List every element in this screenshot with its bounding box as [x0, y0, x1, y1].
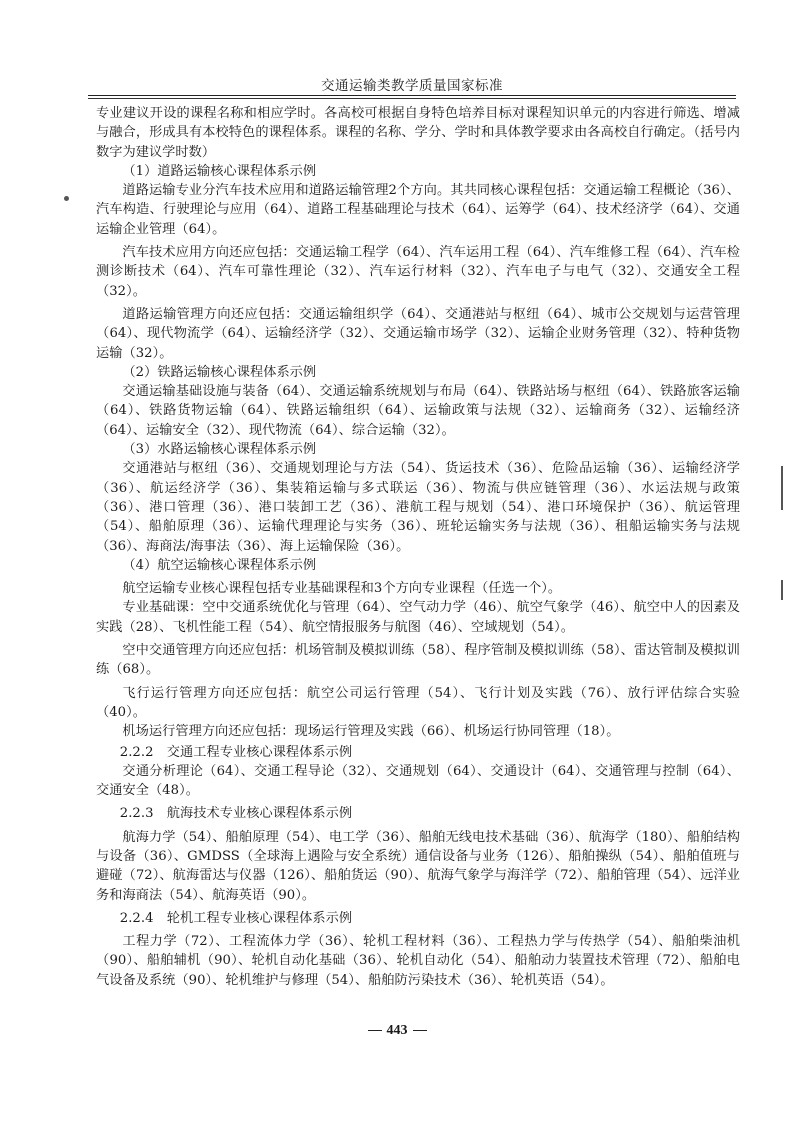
body-text — [96, 104, 740, 990]
paragraph-marine-engineering: 工程力学（72）、工程流体力学（36）、轮机工程材料（36）、工程热力学与传热学（54）、船舶柴油机（90）、船舶辅机（90）、轮机自动化基础（36）、轮机自动化（54）、船舶动力装置技术管理（72）、船舶电气设备及系统（90）、轮机维护与修理（54）、船舶防污染技术（36）、轮机英语（54）。 — [96, 934, 740, 988]
paragraph-road-vehicle: 汽车技术应用方向还应包括：交通运输工程学（64）、汽车运用工程（64）、汽车维修工程（64）、汽车检测诊断技术（64）、汽车可靠性理论（32）、汽车运行材料（32）、汽车电子与电气（32）、交通安全工程（32）。 — [96, 245, 740, 299]
paragraph-water-courses: 交通港站与枢纽（36）、交通规划理论与方法（54）、货运技术（36）、危险品运输（36）、运输经济学（36）、航运经济学（36）、集装箱运输与多式联运（36）、物流与供应链管理（36）、水运法规与政策（36）、港口管理（36）、港口装卸工艺（36）、港航工程与规划（54）、港口环境保护（36）、航运管理（54）、船舶原理（36）、运输代理理论与实务（36）、班轮运输实务与法规（36）、租船运输实务与法规（36）、海商法/海事法（36）、海上运输保险（36）。 — [96, 461, 740, 554]
paragraph-air-overview: 航空运输专业核心课程包括专业基础课程和3个方向专业课程（任选一个）。 — [122, 581, 562, 597]
section-2-2-3-heading: 2.2.3 航海技术专业核心课程体系示例 — [119, 806, 353, 822]
header-rule-secondary — [88, 98, 736, 99]
heading-air-transport: （4）航空运输核心课程体系示例 — [122, 557, 317, 573]
scan-edge-mark-secondary — [781, 580, 783, 600]
paragraph-navigation-technology: 航海力学（54）、船舶原理（54）、电工学（36）、船舶无线电技术基础（36）、航海学（180）、船舶结构与设备（36）、GMDSS（全球海上遇险与安全系统）通信设备与业务（126）、船舶操纵（54）、船舶值班与避碰（72）、航海雷达与仪器（126）、船舶货运（90）、航海气象学与海洋学（72）、船舶管理（54）、远洋业务和海商法（54）、航海英语（90）。 — [96, 829, 740, 903]
paragraph-air-traffic-control: 空中交通管理方向还应包括：机场管制及模拟训练（58）、程序管制及模拟训练（58）、雷达管制及模拟训练（68）。 — [96, 643, 740, 678]
intro-paragraph: 专业建议开设的课程名称和相应学时。各高校可根据自身特色培养目标对课程知识单元的内容进行筛选、增减与融合，形成具有本校特色的课程体系。课程的名称、学分、学时和具体教学要求由各高校自行确定。（括号内数字为建议学时数） — [96, 106, 740, 160]
paragraph-air-foundation: 专业基础课：空中交通系统优化与管理（64）、空气动力学（46）、航空气象学（46）、航空中人的因素及实践（28）、飞机性能工程（54）、航空情报服务与航图（46）、空域规划（54）。 — [96, 600, 740, 635]
page-footer — [0, 1023, 794, 1039]
heading-rail-transport: （2）铁路运输核心课程体系示例 — [122, 364, 317, 380]
header-rule — [88, 95, 736, 96]
scan-edge-mark — [781, 466, 783, 510]
footer-dash-right — [413, 1030, 427, 1031]
page-number: 443 — [386, 1023, 408, 1038]
section-2-2-2-heading: 2.2.2 交通工程专业核心课程体系示例 — [119, 744, 353, 760]
running-header: 交通运输类教学质量国家标准 — [321, 78, 503, 94]
paragraph-traffic-engineering: 交通分析理论（64）、交通工程导论（32）、交通规划（64）、交通设计（64）、交通管理与控制（64）、交通安全（48）。 — [96, 763, 740, 799]
section-2-2-4-heading: 2.2.4 轮机工程专业核心课程体系示例 — [119, 910, 353, 926]
paragraph-road-management: 道路运输管理方向还应包括：交通运输组织学（64）、交通港站与枢纽（64）、城市公交规划与运营管理（64）、现代物流学（64）、运输经济学（32）、交通运输市场学（32）、运输企业财务管理（32）、特种货物运输（32）。 — [96, 306, 740, 361]
paragraph-rail-courses: 交通运输基础设施与装备（64）、交通运输系统规划与布局（64）、铁路站场与枢纽（64）、铁路旅客运输（64）、铁路货物运输（64）、铁路运输组织（64）、运输政策与法规（32）、运输商务（32）、运输经济（64）、运输安全（32）、现代物流（64）、综合运输（32）。 — [96, 384, 740, 438]
scan-speck — [64, 196, 69, 201]
footer-dash-left — [368, 1030, 382, 1031]
paragraph-airport-operations: 机场运行管理方向还应包括：现场运行管理及实践（66）、机场运行协同管理（18）。 — [122, 724, 620, 740]
heading-road-transport: （1）道路运输核心课程体系示例 — [122, 163, 317, 179]
heading-water-transport: （3）水路运输核心课程体系示例 — [122, 442, 317, 458]
paragraph-flight-operations: 飞行运行管理方向还应包括：航空公司运行管理（54）、飞行计划及实践（76）、放行评估综合实验（40）。 — [96, 685, 740, 720]
paragraph-road-common: 道路运输专业分汽车技术应用和道路运输管理2个方向。其共同核心课程包括：交通运输工程概论（36）、汽车构造、行驶理论与应用（64）、道路工程基础理论与技术（64）、运筹学（64）、技术经济学（64）、交通运输企业管理（64）。 — [96, 183, 740, 237]
